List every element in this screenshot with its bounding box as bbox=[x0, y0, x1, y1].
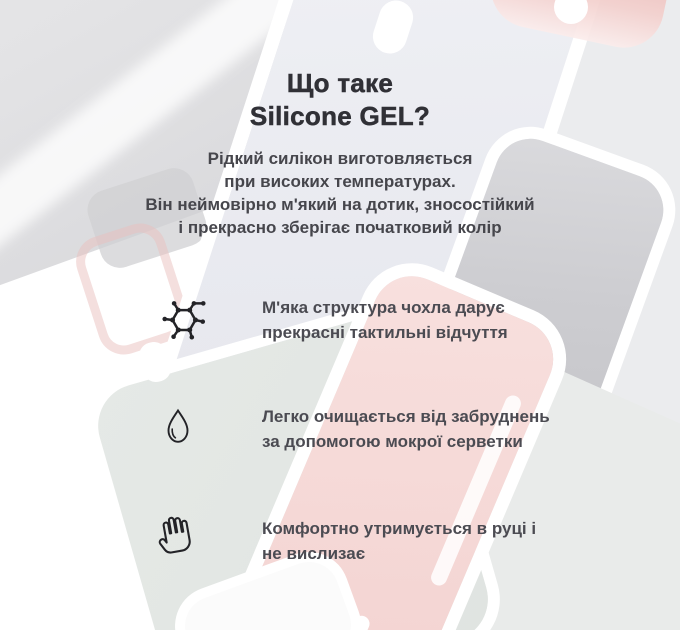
intro-paragraph bbox=[0, 147, 680, 239]
intro-line-4: і прекрасно зберігає початковий колір bbox=[178, 218, 502, 237]
intro-line-1: Рідкий силікон виготовляється bbox=[207, 149, 473, 168]
page-title-line-1: Що таке bbox=[286, 68, 394, 99]
page-title-line-2: Silicone GEL? bbox=[249, 101, 431, 132]
feature-1-line-1: М'яка структура чохла дарує bbox=[262, 298, 505, 317]
feature-soft-structure bbox=[0, 293, 680, 355]
feature-3-line-2: не вислизає bbox=[262, 544, 366, 563]
feature-3-line-1: Комфортно утримується в руці і bbox=[262, 519, 537, 538]
feature-2-line-1: Легко очищається від забруднень bbox=[262, 407, 550, 426]
feature-comfort-grip bbox=[0, 510, 680, 572]
feature-comfort-grip-text bbox=[262, 516, 536, 566]
feature-soft-structure-text bbox=[262, 295, 508, 345]
intro-line-2: при високих температурах. bbox=[224, 172, 456, 191]
molecule-icon bbox=[159, 294, 209, 344]
water-drop-icon bbox=[163, 407, 193, 447]
hand-icon bbox=[152, 509, 197, 559]
feature-2-line-2: за допомогою мокрої серветки bbox=[262, 432, 523, 451]
feature-easy-clean-text bbox=[262, 404, 550, 454]
page-title bbox=[0, 67, 680, 133]
feature-1-line-2: прекрасні тактильні відчуття bbox=[262, 323, 508, 342]
feature-easy-clean bbox=[0, 400, 680, 462]
intro-line-3: Він неймовірно м'який на дотик, зносостійкий bbox=[145, 195, 535, 214]
